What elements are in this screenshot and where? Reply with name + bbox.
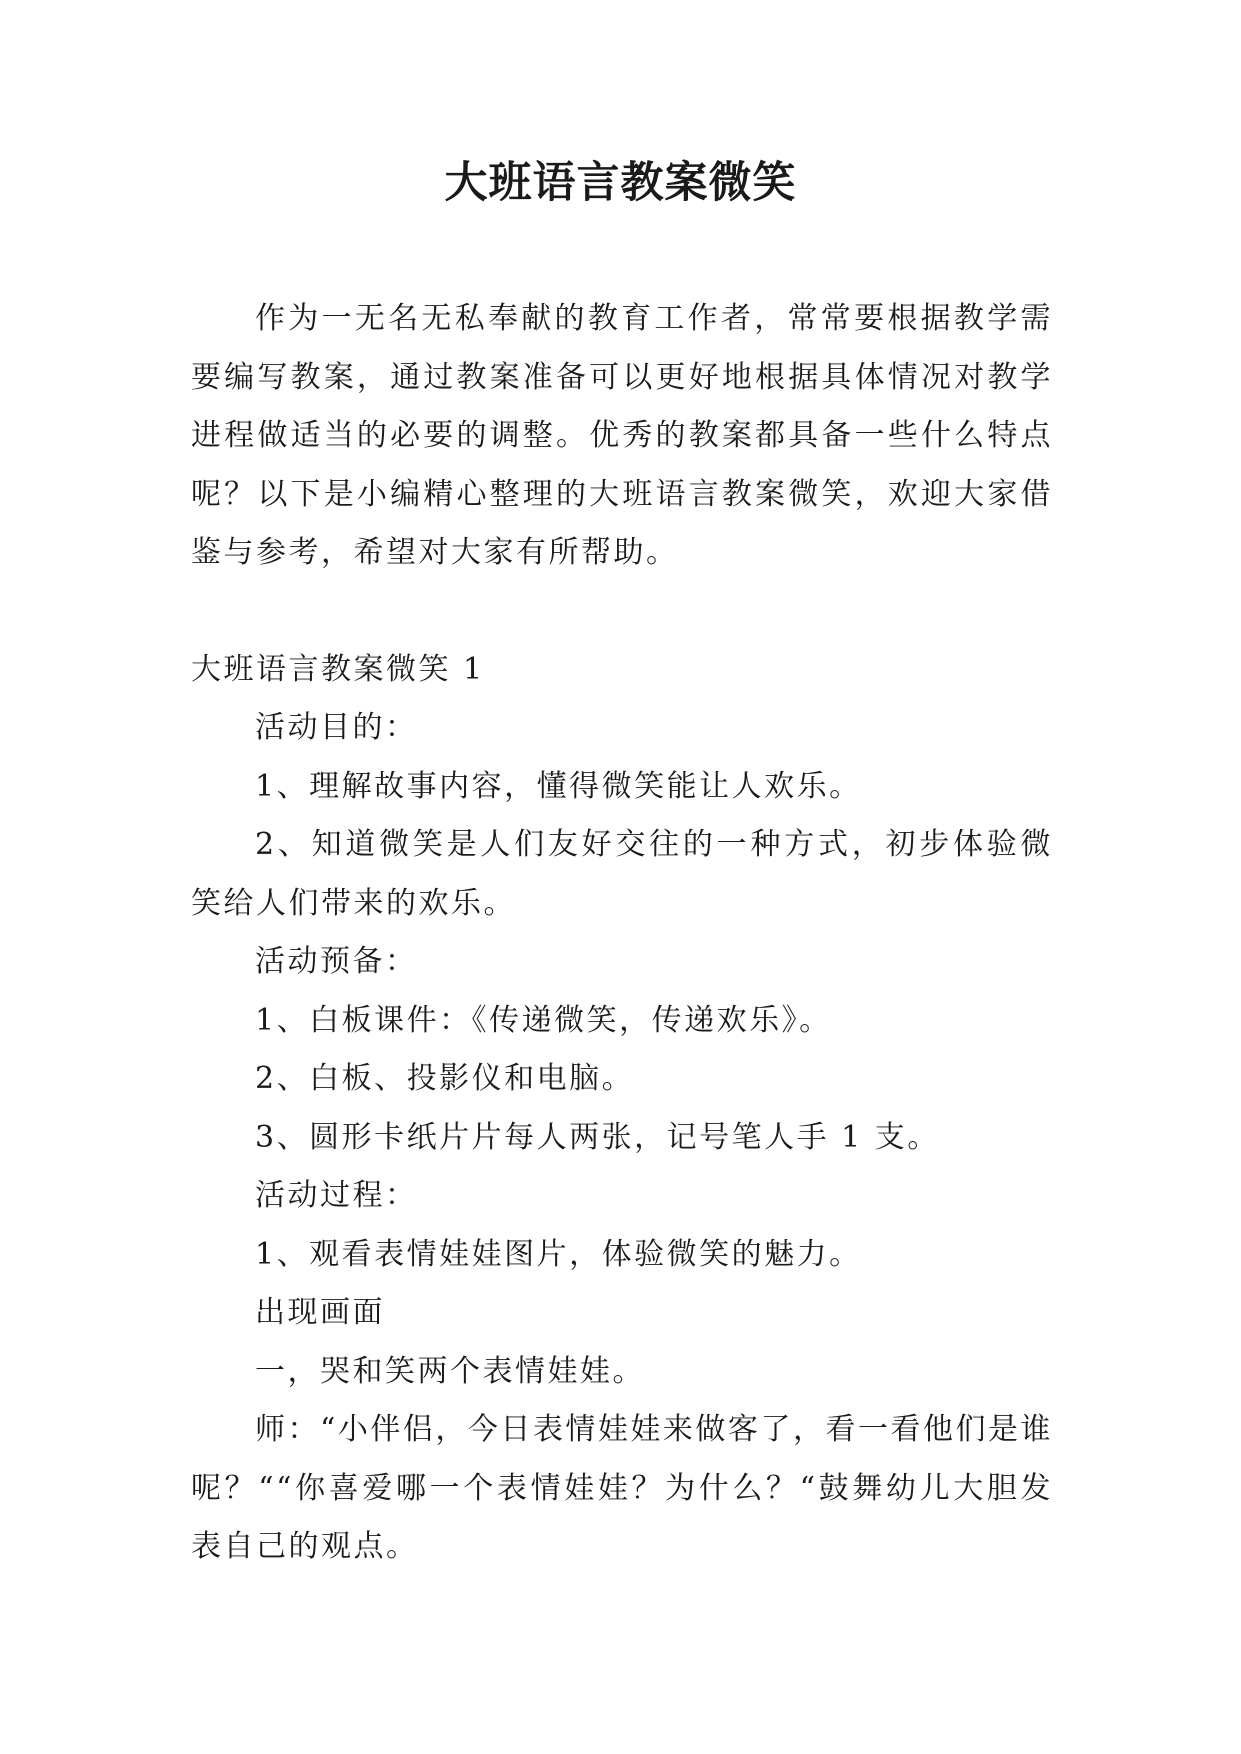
paragraph-prep-2: 2、白板、投影仪和电脑。 [255, 1061, 635, 1096]
document-body [191, 290, 1053, 1577]
intro-paragraph: 作为一无名无私奉献的教育工作者，常常要根据教学需要编写教案，通过教案准备可以更好地根据具体情况对教学进程做适当的必要的调整。优秀的教案都具备一些什么特点呢？以下是小编精心整理的大班语言教案微笑，欢迎大家借鉴与参考，希望对大家有所帮助。 [191, 301, 1053, 570]
paragraph-activity-prep: 活动预备： [255, 944, 418, 979]
paragraph-process-1: 1、观看表情娃娃图片，体验微笑的魅力。 [255, 1236, 862, 1272]
paragraph-prep-1: 1、白板课件：《传递微笑，传递欢乐》。 [255, 1002, 832, 1038]
paragraph-teacher-dialogue: 师：“小伴侣，今日表情娃娃来做客了，看一看他们是谁呢？““你喜爱哪一个表情娃娃？为什么？“鼓舞幼儿大胆发表自己的观点。 [191, 1412, 1053, 1564]
document-title: 大班语言教案微笑 [444, 158, 797, 208]
paragraph-show-screen: 出现画面 [255, 1295, 385, 1330]
paragraph-two-faces: 一，哭和笑两个表情娃娃。 [255, 1353, 645, 1389]
paragraph-goal-2: 2、知道微笑是人们友好交往的一种方式，初步体验微笑给人们带来的欢乐。 [191, 827, 1053, 921]
paragraph-prep-3: 3、圆形卡纸片片每人两张，记号笔人手 1 支。 [255, 1119, 940, 1155]
paragraph-activity-process: 活动过程： [255, 1178, 418, 1213]
paragraph-activity-goal: 活动目的： [255, 710, 418, 745]
paragraph-goal-1: 1、理解故事内容，懂得微笑能让人欢乐。 [255, 768, 862, 804]
section-heading: 大班语言教案微笑 1 [191, 651, 485, 687]
